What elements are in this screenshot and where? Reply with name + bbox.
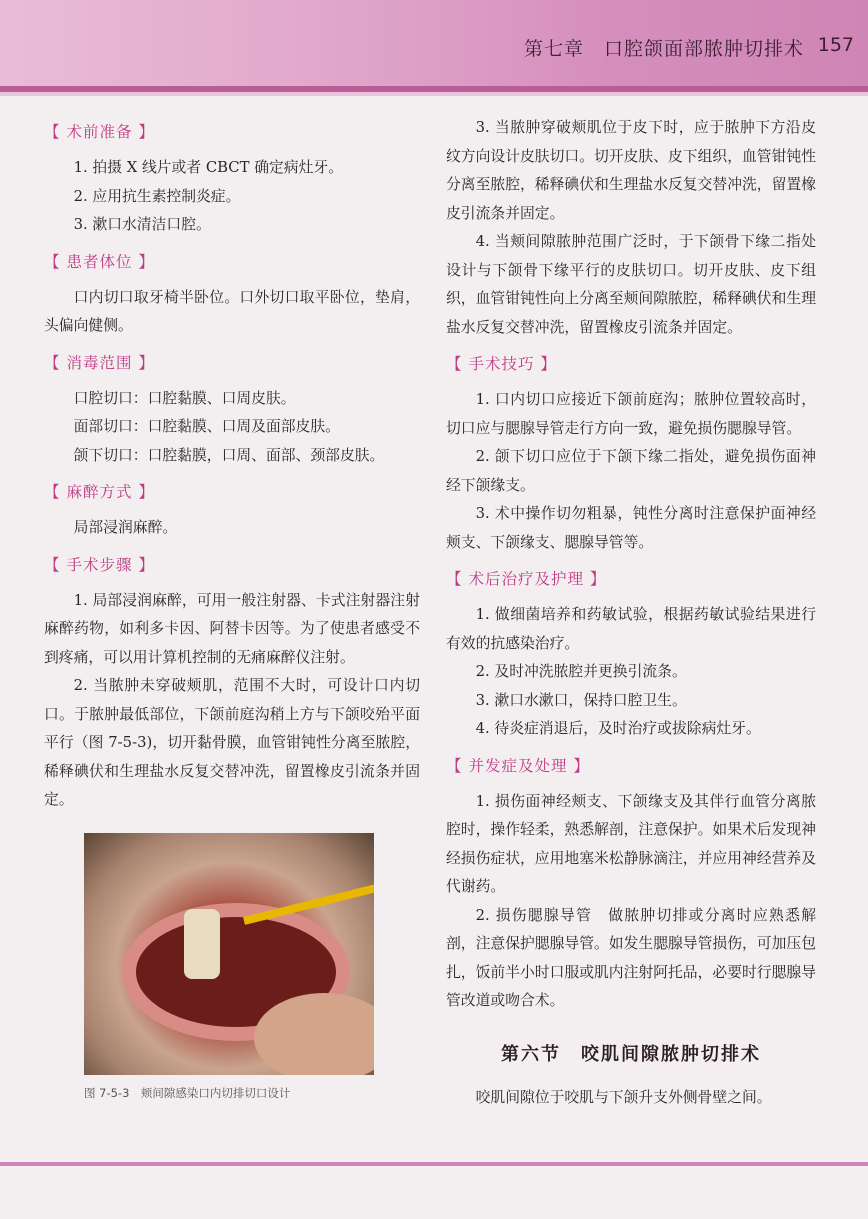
section-heading: 【 术后治疗及护理 】 <box>446 570 607 588</box>
left-column <box>44 114 420 1101</box>
section-heading: 【 术前准备 】 <box>44 123 155 141</box>
paragraph: 1. 口内切口应接近下颌前庭沟；脓肿位置较高时，切口应与腮腺导管走行方向一致，避免损伤腮腺导管。 <box>446 391 816 437</box>
section-heading: 【 并发症及处理 】 <box>446 756 590 775</box>
paragraph: 4. 当颊间隙脓肿范围广泛时，于下颌骨下缘二指处设计与下颌骨下缘平行的皮肤切口。切开皮肤、皮下组织，血管钳钝性向上分离至颊间隙脓腔，稀释碘伏和生理盐水反复交替冲洗，留置橡皮引流条并固定。 <box>446 233 816 336</box>
section-heading: 【 患者体位 】 <box>44 252 155 271</box>
figure-caption: 图 7-5-3 颊间隙感染口内切排切口设计 <box>84 1085 291 1100</box>
paragraph: 局部浸润麻醉。 <box>73 519 178 536</box>
section-heading: 【 麻醉方式 】 <box>44 483 155 501</box>
paragraph: 1. 损伤面神经颊支、下颌缘支及其伴行血管分离脓腔时，操作轻柔，熟悉解剖，注意保护。如果术后发现神经损伤症状，应用地塞米松静脉滴注，并应用神经营养及代谢药。 <box>446 792 816 895</box>
list-item: 面部切口：口腔黏膜、口周及面部皮肤。 <box>73 418 340 435</box>
procedure-continued <box>446 114 816 342</box>
section-position <box>44 250 420 341</box>
photo-teeth-shape <box>184 909 220 979</box>
list-item: 3. 漱口水清洁口腔。 <box>73 216 211 233</box>
section-disinfection <box>44 351 420 471</box>
section-heading: 【 消毒范围 】 <box>44 353 155 372</box>
section-postop <box>446 567 816 744</box>
list-item: 3. 漱口水漱口，保持口腔卫生。 <box>475 691 687 709</box>
list-item: 4. 待炎症消退后，及时治疗或拔除病灶牙。 <box>475 720 761 737</box>
paragraph: 咬肌间隙位于咬肌与下颌升支外侧骨壁之间。 <box>475 1088 772 1106</box>
list-item: 口腔切口：口腔黏膜、口周皮肤。 <box>73 389 296 407</box>
section-procedure <box>44 553 420 815</box>
section-heading: 【 手术步骤 】 <box>44 555 155 574</box>
section-heading: 【 手术技巧 】 <box>446 355 557 373</box>
page-number: 157 <box>817 34 854 56</box>
paragraph: 口内切口取牙椅半卧位。口外切口取平卧位，垫肩，头偏向健侧。 <box>44 288 420 334</box>
paragraph: 3. 术中操作切勿粗暴，钝性分离时注意保护面神经颊支、下颌缘支、腮腺导管等。 <box>446 505 816 551</box>
clinical-photo <box>84 833 374 1075</box>
paragraph: 1. 做细菌培养和药敏试验，根据药敏试验结果进行有效的抗感染治疗。 <box>446 606 816 652</box>
right-column <box>446 114 816 1112</box>
paragraph: 2. 损伤腮腺导管 做脓肿切排或分离时应熟悉解剖，注意保护腮腺导管。如发生腮腺导管损伤，可加压包扎，饭前半小时口服或肌内注射阿托品，必要时行腮腺导管改道或吻合术。 <box>446 906 816 1009</box>
list-item: 颌下切口：口腔黏膜，口周、面部、颈部皮肤。 <box>73 446 385 464</box>
paragraph: 2. 当脓肿未穿破颊肌，范围不大时，可设计口内切口。于脓肿最低部位，下颌前庭沟稍上方与下颌咬殆平面平行（图 7-5-3)，切开黏骨膜，血管钳钝性分离至脓腔，稀释碘伏和生理盐水反复交替冲洗，留置橡皮引流条并固定。 <box>44 677 420 808</box>
section-complications <box>446 754 816 1016</box>
paragraph: 3. 当脓肿穿破颊肌位于皮下时，应于脓肿下方沿皮纹方向设计皮肤切口。切开皮肤、皮下组织，血管钳钝性分离至脓腔，稀释碘伏和生理盐水反复交替冲洗，留置橡皮引流条并固定。 <box>446 119 816 222</box>
chapter-title: 第七章 口腔颌面部脓肿切排术 <box>523 38 804 60</box>
section-technique <box>446 352 816 557</box>
header-divider-light <box>0 92 868 96</box>
section-anesthesia <box>44 480 420 543</box>
paragraph: 2. 颌下切口应位于下颌下缘二指处，避免损伤面神经下颌缘支。 <box>446 448 816 494</box>
list-item: 2. 应用抗生素控制炎症。 <box>73 187 241 205</box>
paragraph: 1. 局部浸润麻醉，可用一般注射器、卡式注射器注射麻醉药物，如利多卡因、阿替卡因等。为了使患者感受不到疼痛，可以用计算机控制的无痛麻醉仪注射。 <box>44 591 420 666</box>
section-preop <box>44 120 420 240</box>
footer-divider <box>0 1162 868 1166</box>
list-item: 2. 及时冲洗脓腔并更换引流条。 <box>475 663 687 680</box>
list-item: 1. 拍摄 X 线片或者 CBCT 确定病灶牙。 <box>73 159 343 176</box>
section-title: 第六节 咬肌间隙脓肿切排术 <box>501 1043 761 1065</box>
